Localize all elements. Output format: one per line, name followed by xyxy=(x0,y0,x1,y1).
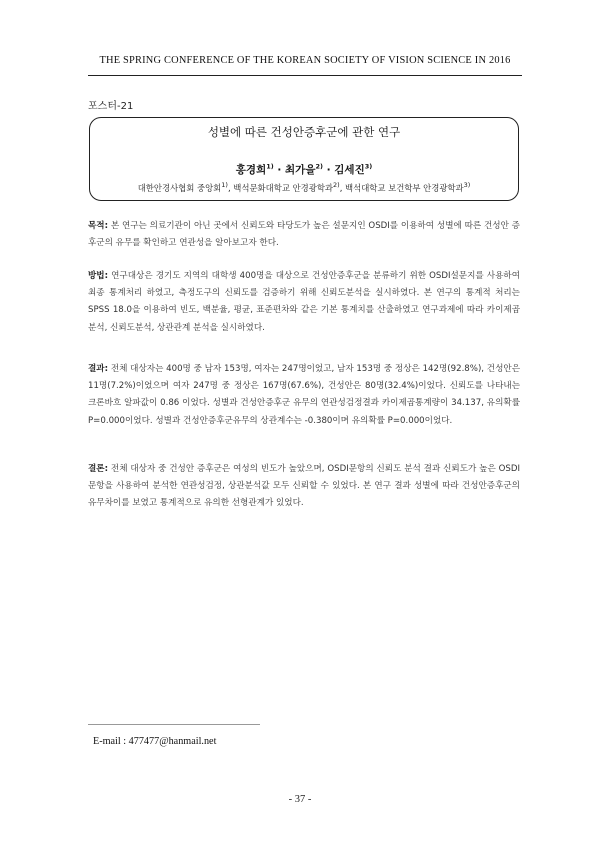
affiliation-mark: 2) xyxy=(333,181,340,190)
author-name: 홍경희 xyxy=(235,164,267,176)
affiliation-mark: 1) xyxy=(221,181,228,190)
header-divider xyxy=(88,75,522,76)
section-text: 전체 대상자는 400명 중 남자 153명, 여자는 247명이었고, 남자 153명 중 정상은 142명(92.8%), 건성안은 11명(7.2%)이었으며 여자 247명 중 정상은 167명(67.6%), 건성안은 80명(32.4%)이었다. 신뢰도를 나타내는 크론바흐 알파값이 0.86 이었다. 성별과 건성안증후군 유무의 연관성검정결과 카이제곱통계량이 34.137, 유의확률 P=0.000이었다. 성별과 건성안증후군유무의 상관계수는 -0.380이며 유의확률 P=0.000이었다. xyxy=(88,364,520,426)
affiliation-mark: 3) xyxy=(463,181,471,190)
poster-number: 포스터-21 xyxy=(88,101,134,112)
purpose-section xyxy=(88,218,520,252)
section-label: 결론: xyxy=(88,464,109,474)
methods-section xyxy=(88,268,520,337)
author-name: 최가을 xyxy=(285,164,316,176)
conference-header: THE SPRING CONFERENCE OF THE KOREAN SOCIETY OF VISION SCIENCE IN 2016 xyxy=(99,55,511,66)
section-label: 방법: xyxy=(88,271,109,281)
section-label: 결과: xyxy=(88,364,109,374)
author-affiliation-mark: 2) xyxy=(315,162,323,171)
section-text: 본 연구는 의료기관이 아닌 곳에서 신뢰도와 타당도가 높은 설문지인 OSDI를 이용하여 성별에 따른 건성안 증후군의 유무를 확인하고 연관성을 알아보고자 한다. xyxy=(88,221,520,249)
results-section xyxy=(88,361,520,430)
section-text: 전체 대상자 중 건성안 증후군은 여성의 빈도가 높았으며, OSDI문항의 신뢰도 분석 결과 신뢰도가 높은 OSDI 문항을 사용하여 분석한 연관성검정, 상관분석값 모두 신뢰할 수 있었다. 본 연구 결과 성별에 따라 건성안증후군의 유무차이를 보였고 통계적으로 유의한 선형관계가 있었다. xyxy=(88,464,521,509)
author-affiliation-mark: 1) xyxy=(266,162,274,171)
title-box xyxy=(89,117,519,201)
affiliation: 백석문화대학교 안경광학과 xyxy=(233,183,334,193)
footnote-divider xyxy=(88,724,260,725)
affiliation-list xyxy=(90,182,518,194)
affiliation: 백석대학교 보건학부 안경광학과 xyxy=(345,183,464,193)
section-text: 연구대상은 경기도 지역의 대학생 400명을 대상으로 건성안증후군을 분류하기 위한 OSDI설문지를 사용하여 최종 통계처리 하였고, 측정도구의 신뢰도를 검증하기 위해 신뢰도분석을 실시하였다. 본 연구의 통계적 처리는 SPSS 18.0을 이용하여 빈도, 백분율, 평균, 표준편차와 같은 기본 통계치를 산출하였고 연구과제에 따라 카이제곱분석, 신뢰도분석, 상관관계 분석을 실시하였다. xyxy=(88,271,520,333)
page-number: - 37 - xyxy=(288,794,312,805)
author-separator: · xyxy=(322,164,335,176)
conclusion-section xyxy=(88,461,520,513)
affiliation: 대한안경사협회 중앙회 xyxy=(137,183,222,193)
footnote-email: E-mail : 477477@hanmail.net xyxy=(93,736,217,747)
author-affiliation-mark: 3) xyxy=(364,162,373,171)
affiliation-separator: , xyxy=(339,183,346,193)
paper-title: 성별에 따른 건성안증후군에 관한 연구 xyxy=(207,125,401,139)
author-separator: · xyxy=(273,164,286,176)
section-label: 목적: xyxy=(88,221,109,231)
affiliation-separator: , xyxy=(227,183,234,193)
author-list xyxy=(90,162,518,177)
author-name: 김세진 xyxy=(334,164,365,176)
